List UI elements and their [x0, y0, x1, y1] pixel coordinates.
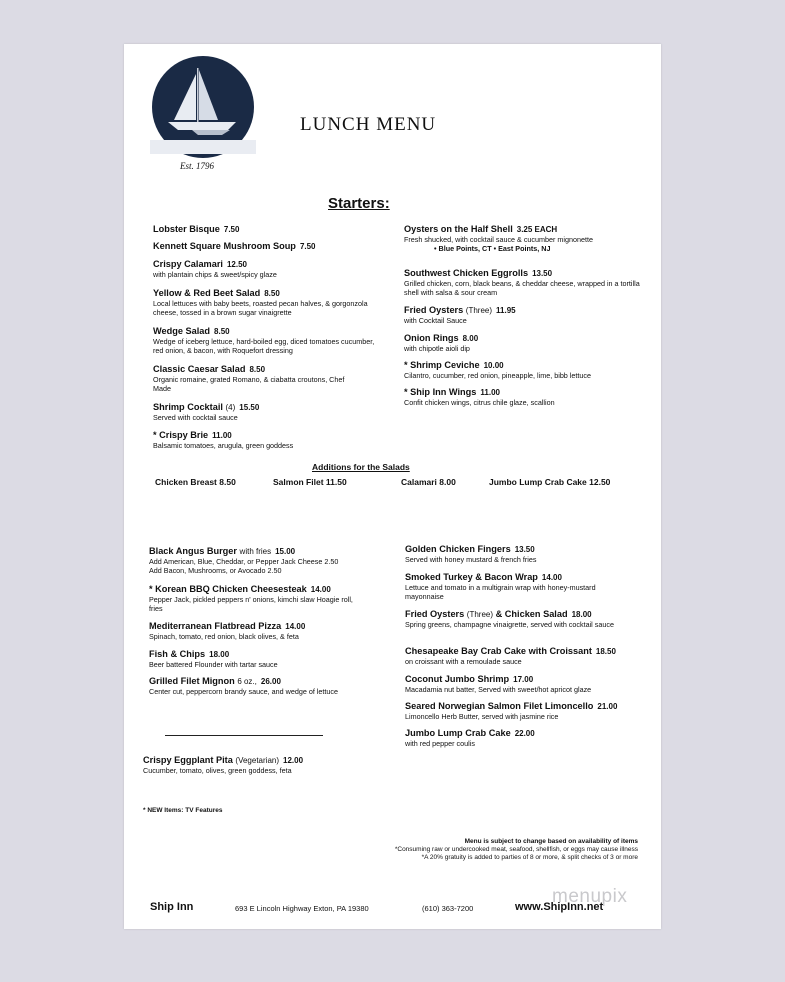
website-link[interactable]: www.ShipInn.net	[515, 901, 604, 913]
menu-item: Jumbo Lump Crab Cake 22.00 with red pepper coulis	[405, 728, 535, 748]
menu-title: LUNCH MENU	[300, 114, 437, 135]
divider	[165, 735, 323, 736]
menu-item: Southwest Chicken Eggrolls 13.50 Grilled chicken, corn, black beans, & cheddar cheese, wrapped in a tortilla shell with salsa & sour cream	[404, 268, 640, 298]
menu-item: Fish & Chips 18.00 Beer battered Flounder with tartar sauce	[149, 649, 278, 669]
menu-item: Fried Oysters (Three) & Chicken Salad 18.00 Spring greens, champagne vinaigrette, served with cocktail sauce	[405, 609, 614, 629]
menu-item: Wedge Salad 8.50 Wedge of iceberg lettuce, hard-boiled egg, diced tomatoes cucumber, red onion, & bacon, with Roquefort dressing	[153, 326, 375, 356]
menu-page	[124, 44, 661, 929]
phone: (610) 363-7200	[422, 904, 474, 913]
menu-item: Kennett Square Mushroom Soup 7.50	[153, 241, 316, 251]
menu-item: Crispy Calamari 12.50 with plantain chips & sweet/spicy glaze	[153, 259, 277, 279]
addition-item: Salmon Filet 11.50	[273, 477, 347, 487]
menu-item: Classic Caesar Salad 8.50 Organic romaine, grated Romano, & ciabatta croutons, Chef Made	[153, 364, 345, 394]
restaurant-name: Ship Inn	[150, 901, 194, 913]
menu-item: * Shrimp Ceviche 10.00 Cilantro, cucumber, red onion, pineapple, lime, bibb lettuce	[404, 360, 591, 380]
menu-item: Grilled Filet Mignon 6 oz., 26.00 Center cut, peppercorn brandy sauce, and wedge of lettuce	[149, 676, 338, 696]
menu-item: Lobster Bisque 7.50	[153, 224, 240, 234]
menu-item: * Ship Inn Wings 11.00 Confit chicken wings, citrus chile glaze, scallion	[404, 387, 555, 407]
address: 693 E Lincoln Highway Exton, PA 19380	[235, 904, 369, 913]
menu-item: Fried Oysters (Three) 11.95 with Cocktail Sauce	[404, 305, 516, 325]
logo-band	[150, 140, 256, 154]
menu-item: Shrimp Cocktail (4) 15.50 Served with cocktail sauce	[153, 402, 260, 422]
addition-item: Jumbo Lump Crab Cake 12.50	[489, 477, 611, 487]
menu-item: Oysters on the Half Shell 3.25 EACH Fresh shucked, with cocktail sauce & cucumber mignonette • Blue Points, CT • East Points, NJ	[404, 224, 593, 254]
menu-item: Onion Rings 8.00 with chipotle aioli dip	[404, 333, 479, 353]
menu-item: Black Angus Burger with fries 15.00 Add American, Blue, Cheddar, or Pepper Jack Cheese 2.50 Add Bacon, Mushrooms, or Avocado 2.50	[149, 546, 339, 576]
menu-item: Coconut Jumbo Shrimp 17.00 Macadamia nut batter, Served with sweet/hot apricot glaze	[405, 674, 592, 694]
disclaimer-line: *Consuming raw or undercooked meat, seafood, shellfish, or eggs may cause illness	[394, 846, 638, 853]
new-items-note: * NEW Items: TV Features	[143, 807, 223, 814]
menu-item: * Crispy Brie 11.00 Balsamic tomatoes, arugula, green goddess	[153, 430, 294, 450]
addition-item: Calamari 8.00	[401, 477, 456, 487]
menu-item: Yellow & Red Beet Salad 8.50 Local lettuces with baby beets, roasted pecan halves, & gorgonzola cheese, tossed in a brown sugar vinaigrette	[153, 288, 368, 318]
menu-item: Mediterranean Flatbread Pizza 14.00 Spinach, tomato, red onion, black olives, & feta	[149, 621, 306, 641]
addition-item: Chicken Breast 8.50	[155, 477, 236, 487]
menu-item: Golden Chicken Fingers 13.50 Served with honey mustard & french fries	[405, 544, 537, 564]
disclaimer-line: *A 20% gratuity is added to parties of 8 or more, & split checks of 3 or more	[421, 854, 638, 861]
menu-item: * Korean BBQ Chicken Cheesesteak 14.00 Pepper Jack, pickled peppers n' onions, kimchi slaw Hoagie roll, fries	[149, 584, 353, 614]
watermark: menupix	[552, 886, 628, 907]
menu-item: Chesapeake Bay Crab Cake with Croissant 18.50 on croissant with a remoulade sauce	[405, 646, 616, 666]
starters-heading: Starters:	[328, 195, 390, 212]
disclaimers	[374, 838, 638, 862]
menu-item: Seared Norwegian Salmon Filet Limoncello 21.00 Limoncello Herb Butter, served with jasmine rice	[405, 701, 618, 721]
established-text: Est. 1796	[180, 161, 215, 171]
disclaimer-line: Menu is subject to change based on availability of items	[464, 838, 638, 845]
menu-item: Crispy Eggplant Pita (Vegetarian) 12.00 Cucumber, tomato, olives, green goddess, feta	[143, 755, 304, 775]
additions-heading: Additions for the Salads	[312, 462, 410, 472]
menu-item: Smoked Turkey & Bacon Wrap 14.00 Lettuce and tomato in a multigrain wrap with honey-mustard mayonnaise	[405, 572, 596, 602]
